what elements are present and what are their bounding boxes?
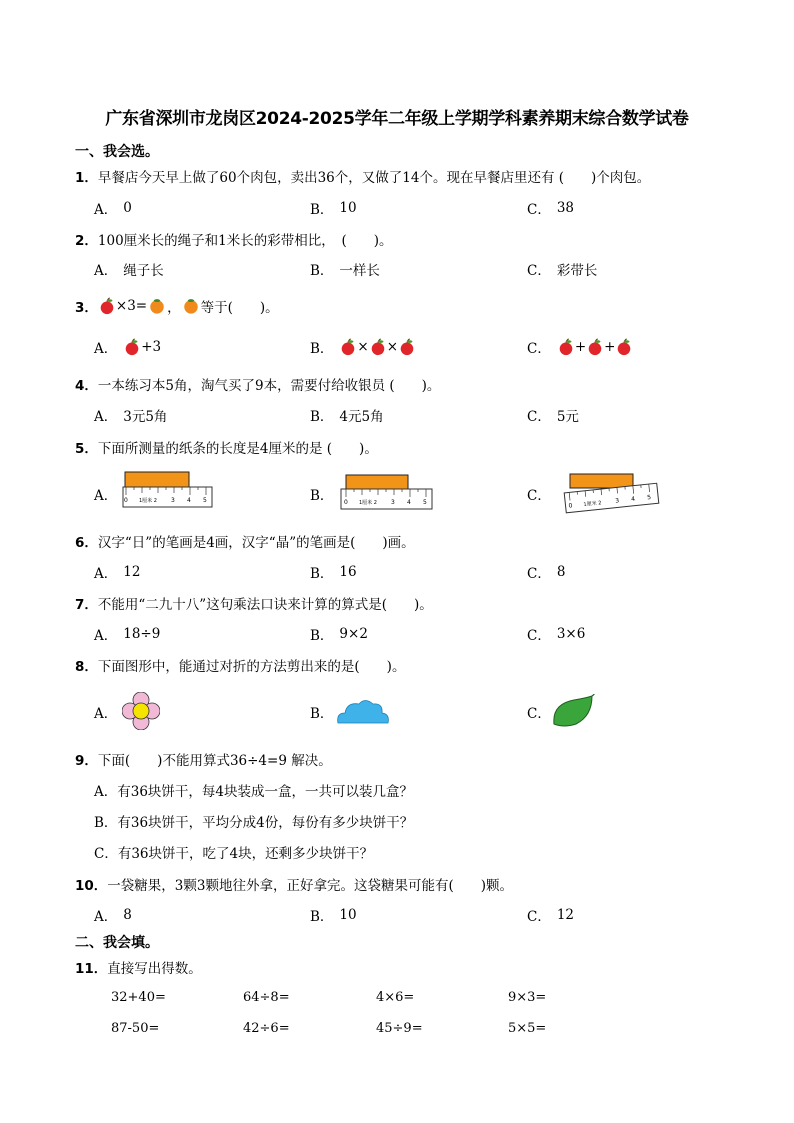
q10-option-b[interactable]: B． 10 [310, 907, 357, 925]
q4-option-a[interactable]: A． 3元5角 [94, 409, 168, 425]
question-9 [75, 749, 332, 769]
apple-icon [398, 337, 416, 357]
apple-icon [586, 337, 604, 357]
calc-item: 64÷8= [243, 990, 290, 1005]
ruler-tick-label: 3 [614, 497, 620, 505]
apple-icon [123, 337, 141, 357]
question-number: 4． [75, 378, 98, 394]
q5-option-c[interactable]: C． [527, 488, 551, 504]
q7-option-a[interactable]: A． 18÷9 [94, 626, 161, 644]
question-4 [75, 374, 440, 394]
calc-item: 87-50= [111, 1021, 160, 1036]
ruler-tick-label: 3 [391, 499, 395, 506]
calc-item: 45÷9= [376, 1021, 423, 1036]
q9-option-a[interactable]: A．有36块饼干，每4块装成一盒，一共可以装几盒？ [94, 784, 414, 800]
section-heading-2: 二、我会填。 [75, 935, 159, 951]
ruler-tick-label: 0 [568, 502, 573, 510]
question-7 [75, 593, 433, 613]
ruler-tick-label: 5 [423, 499, 427, 506]
apple-icon [339, 337, 357, 357]
ruler-tick-label: 4 [407, 499, 411, 506]
q3-option-b[interactable]: B． × × [310, 337, 416, 357]
ruler-tick-label: 5 [646, 493, 652, 502]
q9-option-b[interactable]: B．有36块饼干，平均分成4份，每份有多少块饼干？ [94, 815, 414, 831]
question-text: 100厘米长的绳子和1米长的彩带相比， ( )。 [97, 233, 393, 249]
q9-option-c[interactable]: C．有36块饼干，吃了4块，还剩多少块饼干？ [94, 846, 374, 862]
q1-option-b[interactable]: B． 10 [310, 200, 357, 218]
page-title: 广东省深圳市龙岗区2024-2025学年二年级上学期学科素养期末综合数学试卷 [105, 109, 689, 129]
ruler-tick-label: 4 [630, 495, 636, 503]
q8-option-c[interactable]: C． [527, 706, 551, 722]
q4-option-b[interactable]: B． 4元5角 [310, 409, 384, 425]
question-2 [75, 229, 393, 249]
ruler-unit-label: 1厘米 2 [583, 500, 602, 508]
question-1 [75, 166, 650, 186]
q3-option-a[interactable]: A． +3 [94, 339, 162, 357]
q6-option-b[interactable]: B． 16 [310, 564, 357, 582]
question-3: 3． ×3= ， 等于( )。 [75, 298, 279, 316]
question-6 [75, 531, 415, 551]
apple-icon [98, 297, 116, 315]
question-text: 早餐店今天早上做了60个肉包，卖出36个，又做了14个。现在早餐店里还有 ( )个肉包。 [97, 170, 651, 186]
question-text: 汉字“日”的笔画是4画，汉字“晶”的笔画是( )画。 [97, 535, 415, 551]
q1-option-c[interactable]: C． 38 [527, 200, 575, 218]
cloud-icon [335, 696, 391, 726]
q1-option-a[interactable]: A． 0 [94, 200, 132, 218]
question-number: 11． [75, 961, 108, 977]
q2-option-c[interactable]: C． 彩带长 [527, 263, 598, 279]
question-number: 6． [75, 535, 98, 551]
q8-option-b[interactable]: B． [310, 706, 334, 722]
question-number: 8． [75, 659, 98, 675]
question-number: 5． [75, 441, 98, 457]
leaf-icon [552, 694, 596, 728]
ruler-figure-a [122, 470, 214, 510]
question-text: 下面图形中，能通过对折的方法剪出来的是( )。 [97, 659, 406, 675]
q6-option-a[interactable]: A． 12 [94, 564, 141, 582]
q7-option-b[interactable]: B． 9×2 [310, 626, 368, 644]
ruler-unit-label: 1厘米 2 [359, 500, 377, 506]
question-number: 3． [75, 300, 98, 316]
question-text: 一袋糖果，3颗3颗地往外拿，正好拿完。这袋糖果可能有( )颗。 [107, 878, 514, 894]
question-number: 7． [75, 597, 98, 613]
calc-item: 4×6= [376, 990, 415, 1005]
question-number: 9． [75, 753, 98, 769]
q4-option-c[interactable]: C． 5元 [527, 409, 579, 425]
question-10 [75, 874, 513, 894]
q2-option-b[interactable]: B． 一样长 [310, 263, 380, 279]
q8-option-a[interactable]: A． [94, 706, 118, 722]
calc-item: 9×3= [508, 990, 547, 1005]
question-5 [75, 437, 378, 457]
calc-item: 5×5= [508, 1021, 547, 1036]
q5-option-b[interactable]: B． [310, 488, 334, 504]
q2-option-a[interactable]: A． 绳子长 [94, 263, 164, 279]
q10-option-a[interactable]: A． 8 [94, 907, 132, 925]
question-number: 10． [75, 878, 108, 894]
orange-icon [181, 297, 201, 315]
flower-icon [122, 692, 160, 730]
ruler-tick-label: 4 [187, 497, 191, 504]
orange-icon [147, 297, 167, 315]
question-text: 直接写出得数。 [107, 961, 202, 977]
question-number: 2． [75, 233, 98, 249]
ruler-tick-label: 3 [171, 497, 175, 504]
apple-icon [615, 337, 633, 357]
calc-item: 42÷6= [243, 1021, 290, 1036]
ruler-tick-label: 0 [344, 499, 348, 506]
ruler-tick-label: 0 [124, 497, 128, 504]
question-text: 下面( )不能用算式36÷4=9 解决。 [97, 753, 332, 769]
apple-icon [557, 337, 575, 357]
section-heading-1: 一、我会选。 [75, 144, 159, 160]
q7-option-c[interactable]: C． 3×6 [527, 626, 586, 644]
q10-option-c[interactable]: C． 12 [527, 907, 575, 925]
question-text: 下面所测量的纸条的长度是4厘米的是 ( )。 [97, 441, 378, 457]
question-text: 不能用“二九十八”这句乘法口诀来计算的算式是( )。 [97, 597, 433, 613]
ruler-tick-label: 5 [203, 497, 207, 504]
ruler-figure-c [562, 468, 662, 516]
ruler-figure-b [340, 473, 434, 511]
q3-option-c[interactable]: C． + + [527, 337, 633, 357]
ruler-unit-label: 1厘米 2 [139, 498, 157, 504]
question-number: 1． [75, 170, 98, 186]
question-11 [75, 957, 202, 977]
calc-item: 32+40= [111, 990, 166, 1005]
question-8 [75, 655, 405, 675]
q6-option-c[interactable]: C． 8 [527, 564, 566, 582]
question-text: 一本练习本5角，淘气买了9本，需要付给收银员 ( )。 [97, 378, 441, 394]
apple-icon [369, 337, 387, 357]
q5-option-a[interactable]: A． [94, 488, 118, 504]
